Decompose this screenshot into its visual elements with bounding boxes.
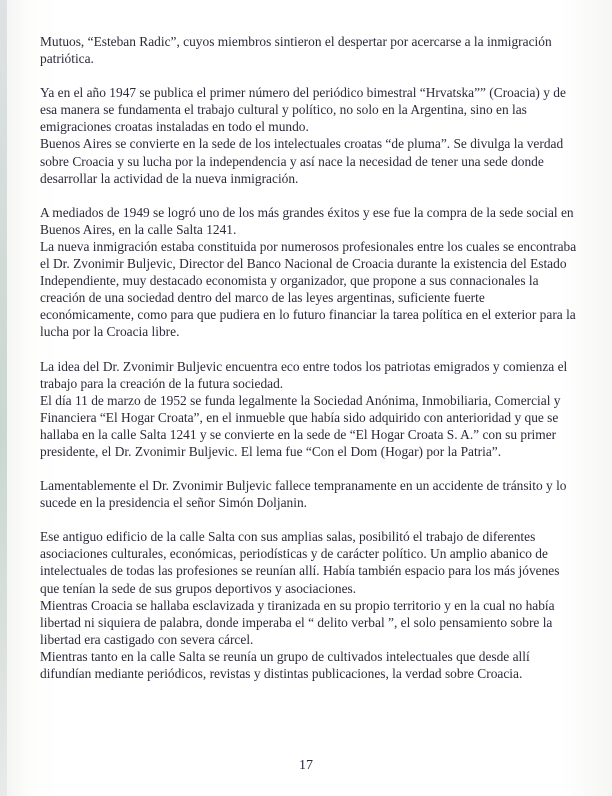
paragraph-1 bbox=[40, 33, 581, 67]
page-number: 17 bbox=[299, 758, 313, 773]
text-line: Ese antiguo edificio de la calle Salta con sus amplias salas, posibilitó el trabajo de diferentes asociaciones culturales, económicas, periodísticas y de carácter político. Un amplio abanico de intelectuales de todas las profesiones se reunían allí. Había también espacio para los más jóvenes que tenían la sede de sus grupos deportivos y asociaciones. bbox=[40, 529, 560, 596]
text-line: Lamentablemente el Dr. Zvonimir Buljevic fallece tempranamente en un accidente de tránsito y lo sucede en la presidencia el señor Simón Doljanin. bbox=[40, 478, 567, 511]
text-line: El día 11 de marzo de 1952 se funda legalmente la Sociedad Anónima, Inmobiliaria, Comercial y Financiera “El Hogar Croata”, en el inmueble que había sido adquirido con anterioridad y que se hallaba en la calle Salta 1241 y se convierte en la sede de “El Hogar Croata S. A.” con su primer presidente, el Dr. Zvonimir Buljevic. El lema fue “Con el Dom (Hogar) por la Patria”. bbox=[40, 392, 561, 459]
text-line: Mientras tanto en la calle Salta se reunía un grupo de cultivados intelectuales que desde allí difundían mediante periódicos, revistas y distintas publicaciones, la verdad sobre Croacia. bbox=[40, 648, 530, 681]
body-text bbox=[40, 33, 581, 699]
paragraph-4 bbox=[40, 358, 581, 461]
text-line: La idea del Dr. Zvonimir Buljevic encuentra eco entre todos los patriotas emigrados y comienza el trabajo para la creación de la futura sociedad. bbox=[40, 358, 568, 391]
paragraph-2 bbox=[40, 84, 581, 187]
text-line: Buenos Aires se convierte en la sede de los intelectuales croatas “de pluma”. Se divulga la verdad sobre Croacia y su lucha por la independencia y así nace la necesidad de tener una sede donde desarrollar la actividad de la nueva inmigración. bbox=[40, 136, 564, 186]
text-line: Mutuos, “Esteban Radic”, cuyos miembros sintieron el despertar por acercarse a la inmigración patriótica. bbox=[40, 34, 552, 67]
paragraph-6 bbox=[40, 528, 581, 682]
text-line: Mientras Croacia se hallaba esclavizada y tiranizada en su propio territorio y en la cual no había libertad ni siquiera de palabra, donde imperaba el “ delito verbal ”, el solo pensamiento sobre la libertad era castigado con severa cárcel. bbox=[40, 597, 555, 647]
text-line: La nueva inmigración estaba constituida por numerosos profesionales entre los cuales se encontraba el Dr. Zvonimir Buljevic, Director del Banco Nacional de Croacia durante la existencia del Estado Independiente, muy destacado economista y organizador, que propone a sus connacionales la creación de una sociedad dentro del marco de las leyes argentinas, suficiente fuerte económicamente, como para que pudiera en lo futuro financiar la tarea política en el exterior para la lucha por la Croacia libre. bbox=[40, 238, 577, 340]
paragraph-3 bbox=[40, 204, 581, 341]
paragraph-5 bbox=[40, 477, 581, 511]
text-line: Ya en el año 1947 se publica el primer número del periódico bimestral “Hrvatska”” (Croacia) y de esa manera se fundamenta el trabajo cultural y político, no solo en la Argentina, sino en las emigraciones croatas instaladas en todo el mundo. bbox=[40, 85, 566, 135]
page-binding-edge bbox=[0, 0, 7, 796]
text-line: A mediados de 1949 se logró uno de los más grandes éxitos y ese fue la compra de la sede social en Buenos Aires, en la calle Salta 1241. bbox=[40, 204, 574, 237]
